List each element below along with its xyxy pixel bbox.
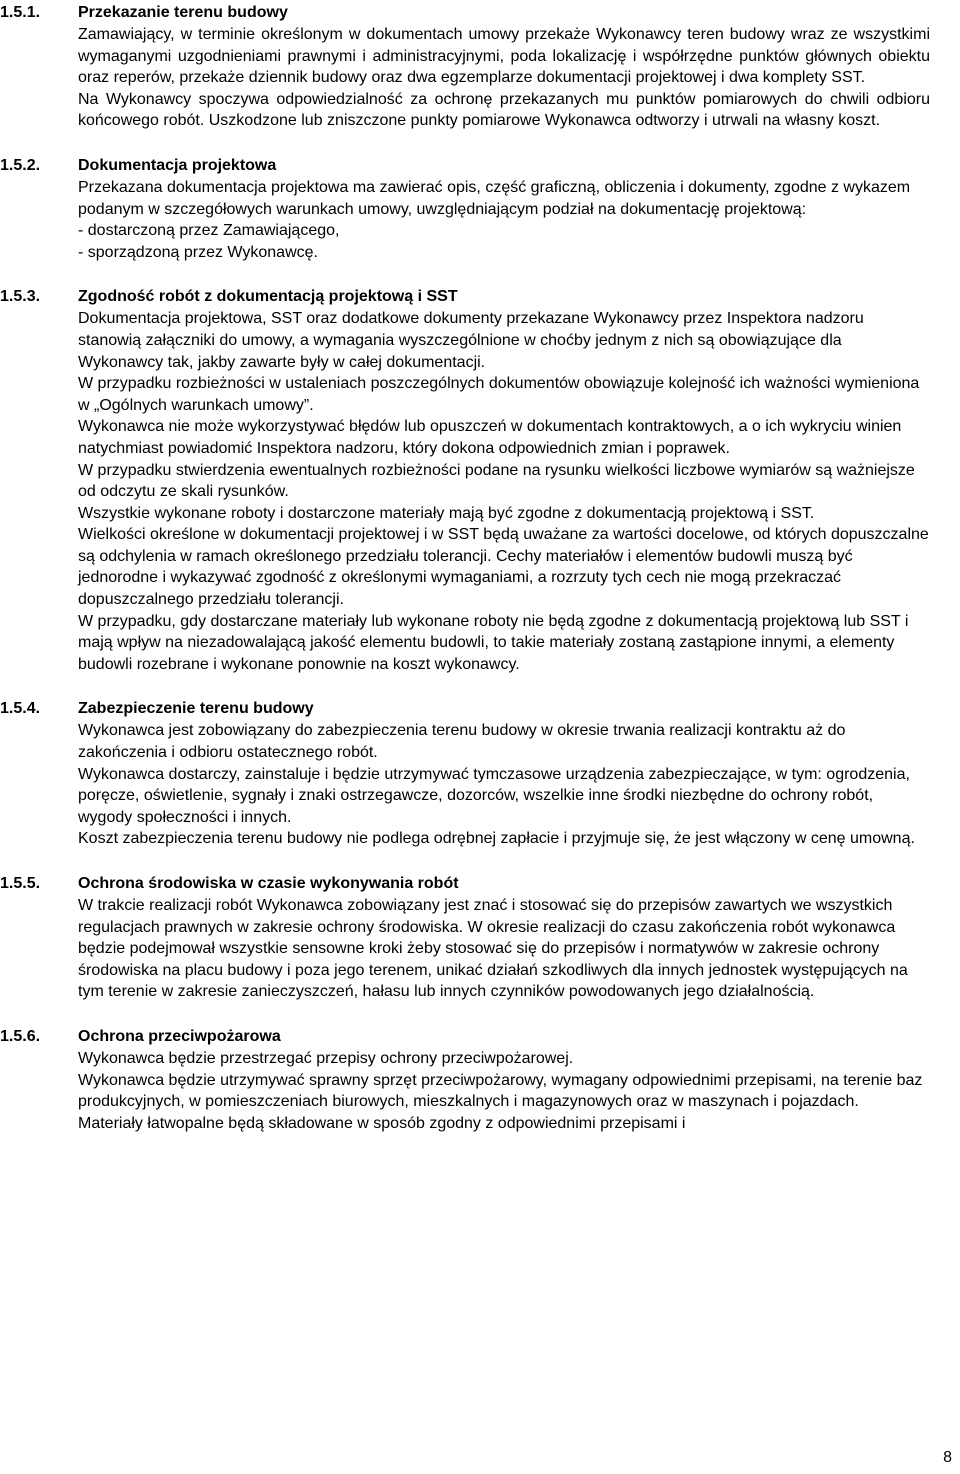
paragraph: Wszystkie wykonane roboty i dostarczone materiały mają być zgodne z dokumentacją projektową i SST. [78, 504, 815, 522]
paragraph: W przypadku rozbieżności w ustaleniach poszczególnych dokumentów obowiązuje kolejność ich ważności wymieniona w „Ogólnych warunkach umowy”. [78, 375, 920, 414]
section-title: Zgodność robót z dokumentacją projektową i SST [78, 288, 458, 306]
paragraph: Wykonawca będzie przestrzegać przepisy ochrony przeciwpożarowej. [78, 1049, 574, 1067]
list-item: - sporządzoną przez Wykonawcę. [78, 243, 318, 261]
section-title: Przekazanie terenu budowy [78, 4, 288, 21]
paragraph: Wykonawca nie może wykorzystywać błędów lub opuszczeń w dokumentach kontraktowych, a o ich wykryciu winien natychmiast powiadomić Inspektora nadzoru, który dokona odpowiednich zmian i poprawek. [78, 418, 902, 457]
section-number: 1.5.5. [0, 875, 41, 892]
section-title: Zabezpieczenie terenu budowy [78, 700, 314, 718]
paragraph: Dokumentacja projektowa, SST oraz dodatkowe dokumenty przekazane Wykonawcy przez Inspektora nadzoru stanowią załączniki do umowy, a wymagania wyszczególnione w choćby jednym z nich są obowiązujące dla Wykonawcy tak, jakby zawarte były w całej dokumentacji. [78, 310, 864, 371]
section-title: Ochrona przeciwpożarowa [78, 1027, 281, 1045]
page-number: 8 [943, 1449, 952, 1466]
section-number: 1.5.2. [0, 156, 41, 174]
section-number: 1.5.6. [0, 1027, 41, 1045]
paragraph: Przekazana dokumentacja projektowa ma zawierać opis, część graficzną, obliczenia i dokumenty, zgodne z wykazem podanym w szczegółowych warunkach umowy, uwzględniającym podział na dokumentację projektową: [78, 178, 911, 218]
paragraph: Zamawiający, w terminie określonym w dokumentach umowy przekaże Wykonawcy teren budowy wraz ze wszystkimi wymaganymi uzgodnieniami prawnymi i administracyjnymi, poda lokalizację i współrzędne punktów głównych obiektu oraz reperów, przekaże dziennik budowy oraz dwa egzemplarze dokumentacji projektowej i dwa komplety SST. [78, 26, 930, 87]
paragraph: Wielkości określone w dokumentacji projektowej i w SST będą uważane za wartości docelowe, od których dopuszczalne są odchylenia w ramach określonego przedziału tolerancji. Cechy materiałów i elementów budowli muszą być jednorodne i wykazywać zgodność z określonymi wymaganiami, a rozrzuty tych cech nie mogą przekraczać dopuszczalnego przedziału tolerancji. [78, 526, 929, 609]
section-1-5-3 [0, 286, 960, 675]
paragraph: Wykonawca jest zobowiązany do zabezpieczenia terenu budowy w okresie trwania realizacji kontraktu aż do zakończenia i odbioru ostatecznego robót. [78, 722, 846, 762]
section-title: Dokumentacja projektowa [78, 156, 277, 174]
paragraph: Koszt zabezpieczenia terenu budowy nie podlega odrębnej zapłacie i przyjmuje się, że jest włączony w cenę umowną. [78, 830, 915, 848]
paragraph: Wykonawca dostarczy, zainstaluje i będzie utrzymywać tymczasowe urządzenia zabezpieczające, w tym: ogrodzenia, poręcze, oświetlenie, sygnały i znaki ostrzegawcze, dozorców, wszelkie inne środki niezbędne do ochrony robót, wygody społeczności i innych. [78, 765, 910, 826]
section-1-5-6 [0, 1026, 960, 1134]
section-1-5-5 [0, 873, 960, 1003]
section-1-5-2 [0, 155, 960, 263]
paragraph: Wykonawca będzie utrzymywać sprawny sprzęt przeciwpożarowy, wymagany odpowiednimi przepisami, na terenie baz produkcyjnych, w pomieszczeniach biurowych, mieszkalnych i magazynowych oraz w maszynach i pojazdach. [78, 1071, 923, 1111]
section-1-5-1 [0, 2, 960, 132]
paragraph: Na Wykonawcy spoczywa odpowiedzialność za ochronę przekazanych mu punktów pomiarowych do chwili odbioru końcowego robót. Uszkodzone lub zniszczone punkty pomiarowe Wykonawca odtworzy i utrwali na własny koszt. [78, 90, 930, 130]
section-number: 1.5.4. [0, 700, 41, 718]
paragraph: W przypadku stwierdzenia ewentualnych rozbieżności podane na rysunku wielkości liczbowe wymiarów są ważniejsze od odczytu ze skali rysunków. [78, 461, 915, 501]
paragraph: W przypadku, gdy dostarczane materiały lub wykonane roboty nie będą zgodne z dokumentacją projektową lub SST i mają wpływ na niezadowalającą jakość elementu budowli, to takie materiały zostaną zastąpione innymi, a elementy budowli rozebrane i wykonane ponownie na koszt wykonawcy. [78, 612, 909, 673]
paragraph: W trakcie realizacji robót Wykonawca zobowiązany jest znać i stosować się do przepisów zawartych we wszystkich regulacjach prawnych w zakresie ochrony środowiska. W okresie realizacji do czasu zakończenia robót wykonawca będzie podejmował wszystkie sensowne kroki żeby stosować się do przepisów i normatywów w zakresie ochrony środowiska na placu budowy i poza jego terenem, unikać działań szkodliwych dla innych jednostek występujących na tym terenie w zakresie zanieczyszczeń, hałasu lub innych czynników powodowanych jego działalnością. [78, 897, 908, 1001]
paragraph: Materiały łatwopalne będą składowane w sposób zgodny z odpowiednimi przepisami i [78, 1114, 686, 1132]
section-title: Ochrona środowiska w czasie wykonywania robót [78, 875, 459, 892]
section-number: 1.5.1. [0, 4, 41, 21]
section-1-5-4 [0, 698, 960, 850]
list-item: - dostarczoną przez Zamawiającego, [78, 222, 340, 240]
section-number: 1.5.3. [0, 288, 41, 306]
document-page [0, 2, 960, 1157]
